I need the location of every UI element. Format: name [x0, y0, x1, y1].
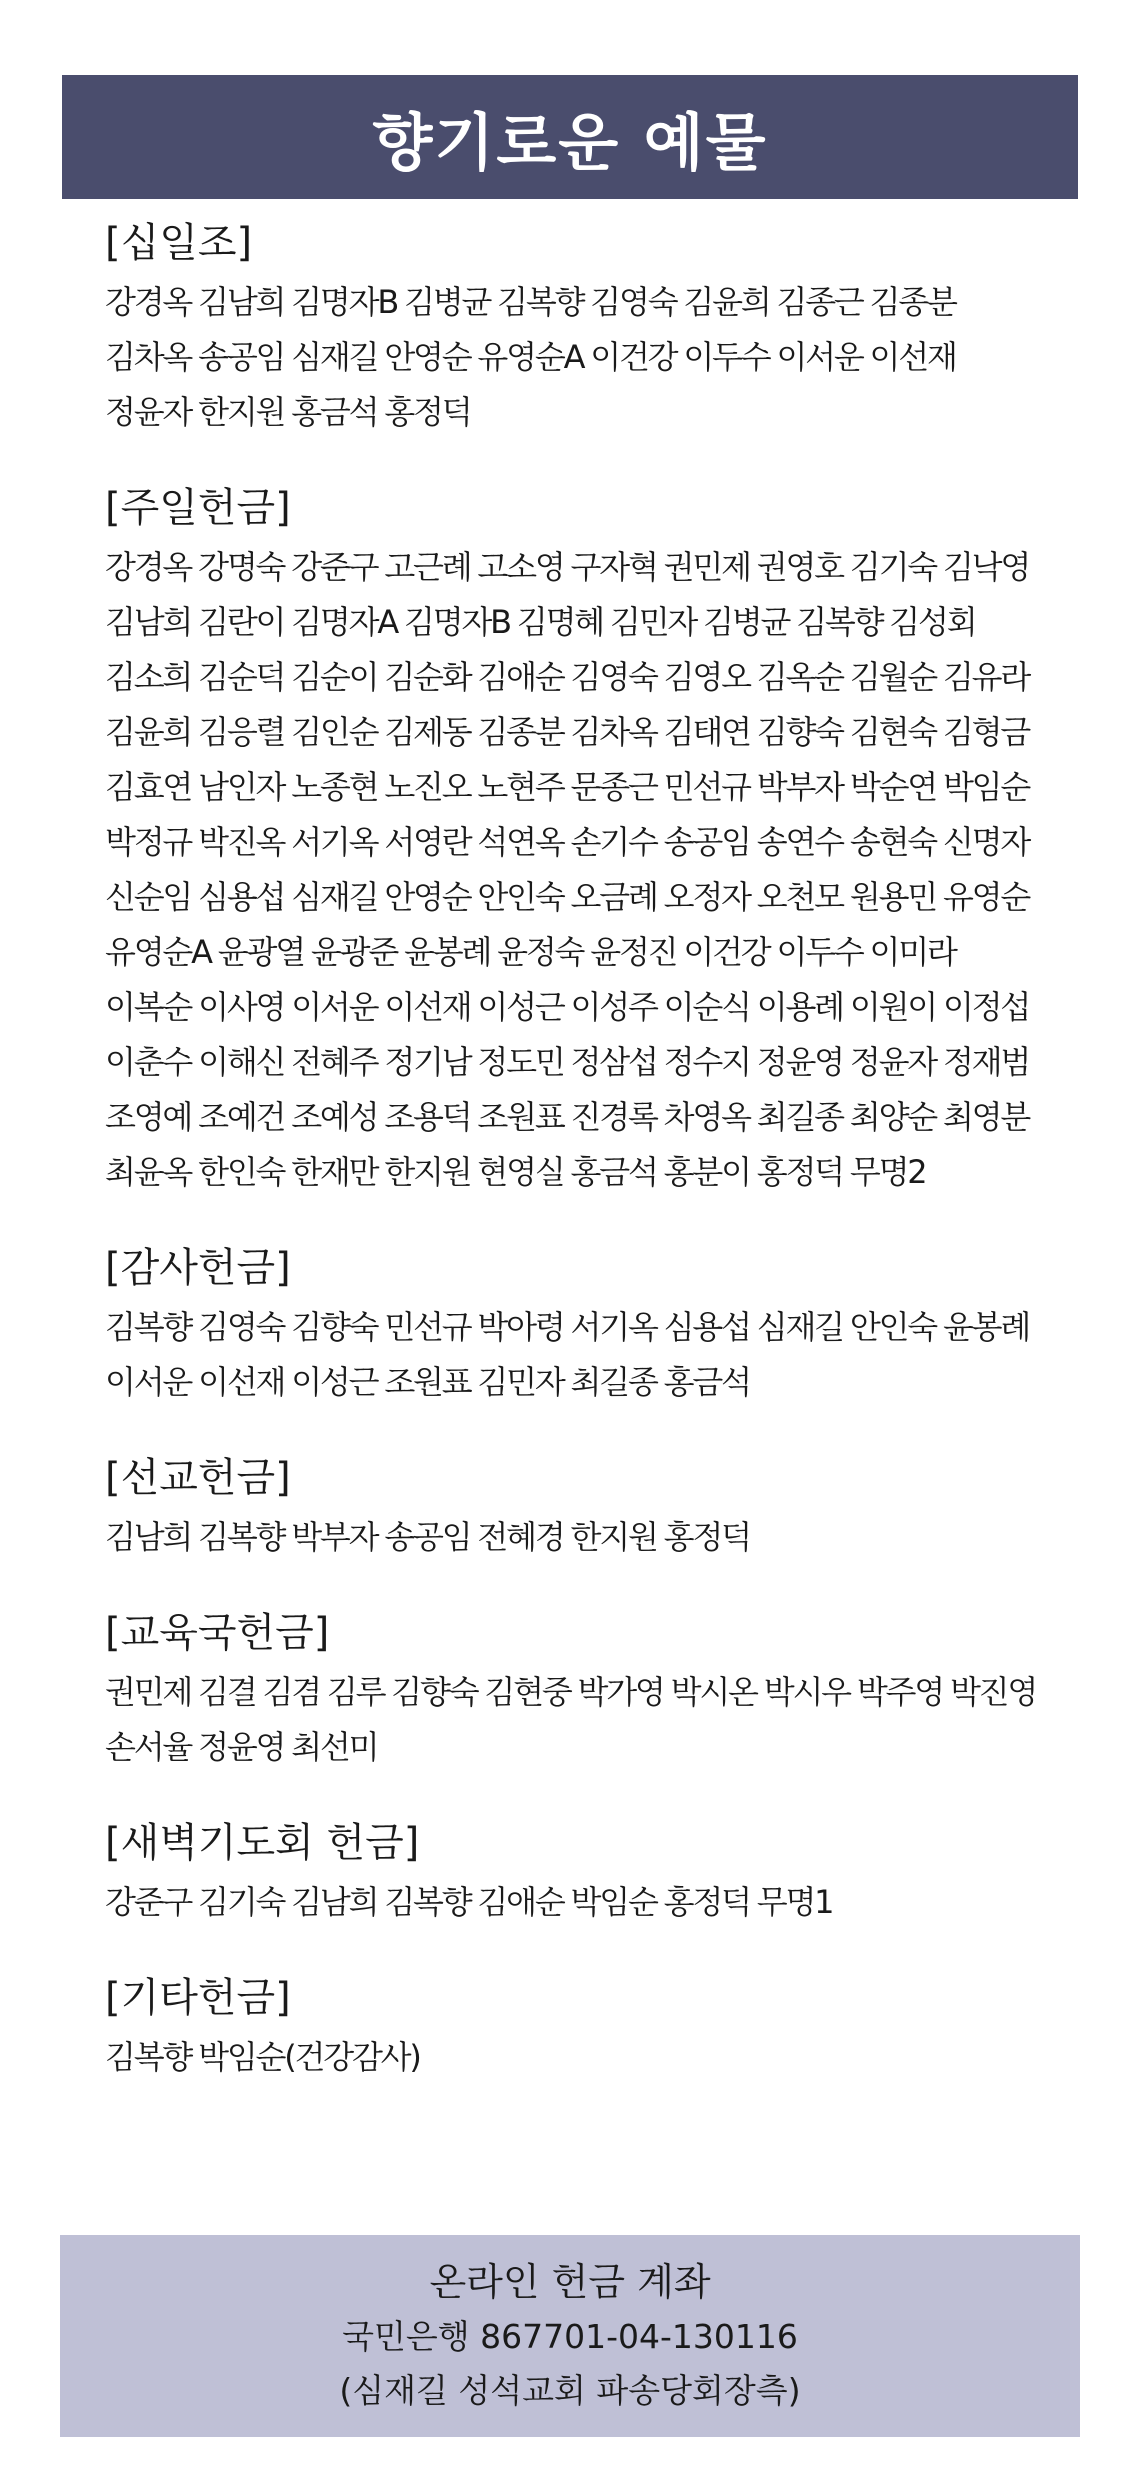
section-names: 강경옥 김남희 김명자B 김병균 김복향 김영숙 김윤희 김종근 김종분 김차옥 송공임 심재길 안영순 유영순A 이건강 이두수 이서운 이선재 정윤자 한지원 홍금석 홍정덕: [105, 283, 956, 431]
bank-account-number: 국민은행 867701-04-130116: [342, 2317, 798, 2356]
section-names: 김복향 김영숙 김향숙 민선규 박아령 서기옥 심용섭 심재길 안인숙 윤봉례 이서운 이선재 이성근 조원표 김민자 최길종 홍금석: [105, 1308, 1030, 1401]
section-education-offering: [105, 1605, 1065, 1775]
section-names: 권민제 김결 김겸 김루 김향숙 김현중 박가영 박시온 박시우 박주영 박진영 손서율 정윤영 최선미: [105, 1673, 1037, 1766]
section-other-offering: [105, 1970, 1065, 2085]
account-title: 온라인 헌금 계좌: [429, 2260, 711, 2304]
section-title: [기타헌금]: [105, 1975, 291, 2021]
section-title: [교육국헌금]: [105, 1610, 330, 1656]
section-sunday-offering: [105, 480, 1065, 1200]
online-account-box: [60, 2235, 1080, 2437]
section-mission-offering: [105, 1450, 1065, 1565]
section-names: 강준구 김기숙 김남희 김복향 김애순 박임순 홍정덕 무명1: [105, 1883, 833, 1921]
section-title: [십일조]: [105, 220, 253, 266]
section-names: 김복향 박임순(건강감사): [105, 2038, 420, 2076]
section-dawn-prayer-offering: [105, 1815, 1065, 1930]
section-title: [주일헌금]: [105, 485, 291, 531]
section-title: [새벽기도회 헌금]: [105, 1820, 420, 1866]
header-banner: [62, 75, 1078, 199]
account-holder: (심재길 성석교회 파송당회장측): [339, 2371, 801, 2410]
section-thanksgiving-offering: [105, 1240, 1065, 1410]
section-tithe: [105, 215, 1065, 440]
section-title: [선교헌금]: [105, 1455, 291, 1501]
offering-list: [105, 215, 1065, 2125]
section-names: 김남희 김복향 박부자 송공임 전혜경 한지원 홍정덕: [105, 1518, 750, 1556]
section-names: 강경옥 강명숙 강준구 고근례 고소영 구자혁 권민제 권영호 김기숙 김낙영 김남희 김란이 김명자A 김명자B 김명혜 김민자 김병균 김복향 김성회 김소희 김순덕 김순이 김순화 김애순 김영숙 김영오 김옥순 김월순 김유라 김윤희 김응렬 김인순 김제동 김종분 김차옥 김태연 김향숙 김현숙 김형금 김효연 남인자 노종현 노진오 노현주 문종근 민선규 박부자 박순연 박임순 박정규 박진옥 서기옥 서영란 석연옥 손기수 송공임 송연수 송현숙 신명자 신순임 심용섭 심재길 안영순 안인숙 오금례 오정자 오천모 원용민 유영순 유영순A 윤광열 윤광준 윤봉례 윤정숙 윤정진 이건강 이두수 이미라 이복순 이사영 이서운 이선재 이성근 이성주 이순식 이용례 이원이 이정섭 이춘수 이해신 전혜주 정기남 정도민 정삼섭 정수지 정윤영 정윤자 정재범 조영예 조예건 조예성 조용덕 조원표 진경록 차영옥 최길종 최양순 최영분 최윤옥 한인숙 한재만 한지원 현영실 홍금석 홍분이 홍정덕 무명2: [105, 548, 1030, 1191]
section-title: [감사헌금]: [105, 1245, 291, 1291]
page-title: 향기로운 예물: [372, 105, 768, 179]
